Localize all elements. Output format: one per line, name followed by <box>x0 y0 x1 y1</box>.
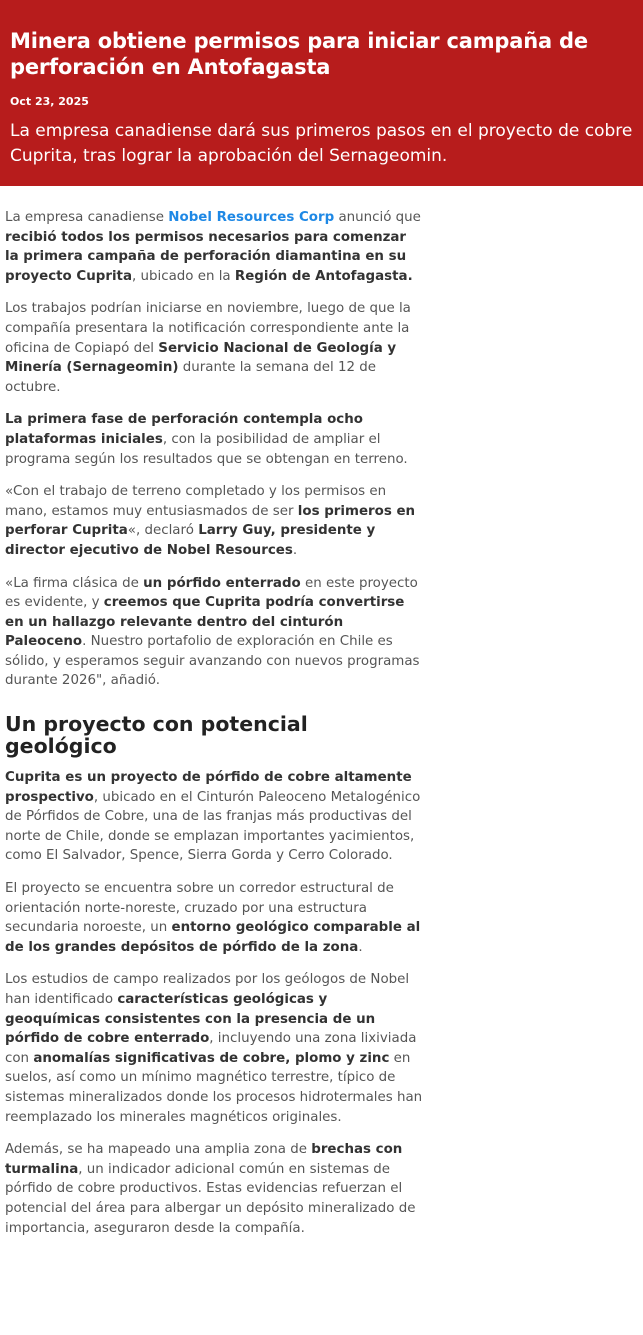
article-title: Minera obtiene permisos para iniciar campaña de perforación en Antofagasta <box>10 29 588 79</box>
text: durante la semana del 12 de octubre. <box>5 360 377 395</box>
text: , ubicado en el Cinturón Paleoceno Metalogénico de Pórfidos de Cobre, una de las franjas más productivas del norte de Chile, donde se emplazan importantes yacimientos, como El Salvador, Spence, Sierra Gorda y Cerro Colorado. <box>5 789 421 864</box>
article-body <box>0 186 428 1238</box>
text: en suelos, así como un mínimo magnético terrestre, típico de sistemas mineralizados donde los procesos hidrotermales han reemplazado los minerales magnéticos originales. <box>5 1050 423 1125</box>
paragraph-1 <box>5 208 423 286</box>
bold-text: Cuprita es un proyecto de pórfido de cobre altamente prospectivo <box>5 770 412 805</box>
text: . <box>292 542 298 558</box>
paragraph-2 <box>5 299 423 397</box>
article-header <box>0 0 643 186</box>
text: , un indicador adicional común en sistemas de pórfido de cobre productivos. Estas evidencias refuerzan el potencial del área para albergar un depósito mineralizado de importancia, aseguraron desde la compañía. <box>5 1161 416 1236</box>
bold-text: brechas con turmalina <box>5 1142 403 1177</box>
bold-text: entorno geológico comparable al de los grandes depósitos de pórfido de la zona <box>5 920 421 955</box>
paragraph-3 <box>5 410 423 469</box>
paragraph-6 <box>5 768 423 866</box>
bold-text: anomalías significativas de cobre, plomo y zinc <box>33 1050 390 1066</box>
bold-text: características geológicas y geoquímicas consistentes con la presencia de un pórfido de cobre enterrado <box>5 992 376 1047</box>
text: La empresa canadiense <box>5 210 169 225</box>
text: «, declaró <box>127 523 199 539</box>
bold-text: Región de Antofagasta. <box>234 268 413 284</box>
text: Los estudios de campo realizados por los geólogos de Nobel han identificado <box>5 972 410 1007</box>
text: Los trabajos podrían iniciarse en noviembre, luego de que la compañía presentara la notificación correspondiente ante la oficina de Copiapó del <box>5 301 411 356</box>
bold-text: Larry Guy, presidente y director ejecutivo de Nobel Resources <box>5 523 376 558</box>
text: , ubicado en la <box>131 268 235 284</box>
bold-text: creemos que Cuprita podría convertirse en un hallazgo relevante dentro del cinturón Paleoceno <box>5 595 405 650</box>
text: , con la posibilidad de ampliar el programa según los resultados que se obtengan en terreno. <box>5 431 408 467</box>
text: «La firma clásica de <box>5 575 144 591</box>
bold-text: recibió todos los permisos necesarios para comenzar la primera campaña de perforación diamantina en su proyecto Cuprita <box>5 229 407 284</box>
text: . <box>358 939 363 955</box>
paragraph-5 <box>5 574 423 692</box>
paragraph-7 <box>5 879 423 957</box>
paragraph-4 <box>5 482 423 560</box>
paragraph-8 <box>5 970 423 1127</box>
text: El proyecto se encuentra sobre un corredor estructural de orientación norte-noreste, cruzado por una estructura secundaria noroeste, un <box>5 881 394 936</box>
bold-text: un pórfido enterrado <box>143 575 301 591</box>
text: Además, se ha mapeado una amplia zona de <box>5 1142 312 1158</box>
article-lead: La empresa canadiense dará sus primeros pasos en el proyecto de cobre Cuprita, tras lograr la aprobación del Sernageomin. <box>10 121 633 166</box>
bold-text: Servicio Nacional de Geología y Minería (Sernageomin) <box>5 340 397 376</box>
text: . Nuestro portafolio de exploración en Chile es sólido, y esperamos seguir avanzando con nuevos programas durante 2026", añadió. <box>5 634 420 689</box>
text: anunció que <box>334 210 421 225</box>
paragraph-9 <box>5 1140 423 1238</box>
company-link[interactable]: Nobel Resources Corp <box>168 210 335 225</box>
text: «Con el trabajo de terreno completado y los permisos en mano, estamos muy entusiasmados de ser <box>5 484 387 519</box>
bold-text: La primera fase de perforación contempla ocho plataformas iniciales <box>5 412 363 447</box>
text: , incluyendo una zona lixiviada con <box>5 1031 417 1066</box>
article-date: Oct 23, 2025 <box>10 95 89 108</box>
bold-text: los primeros en perforar Cuprita <box>5 503 416 539</box>
section-heading: Un proyecto con potencial geológico <box>5 712 308 759</box>
text: en este proyecto es evidente, y <box>5 575 418 611</box>
